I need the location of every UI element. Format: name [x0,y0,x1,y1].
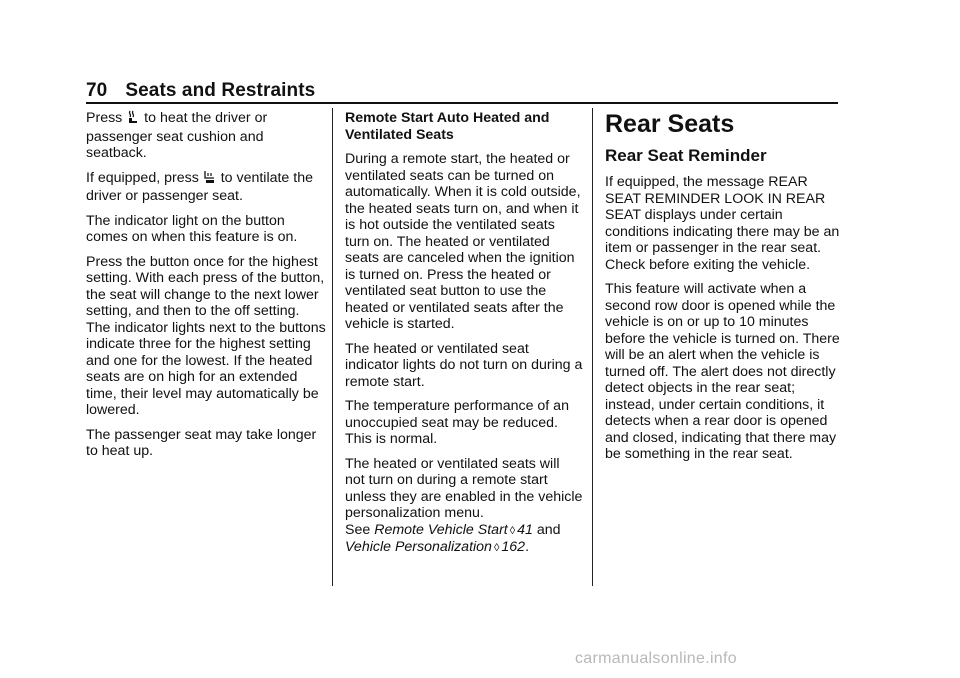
paragraph: This feature will activate when a second row door is opened while the vehicle is on or up to 10 minutes before the vehicle is turned on. There will be an alert when the vehicle is turned off. The alert does not directly detect objects in the rear seat; instead, under certain conditions, it detects when a rear door is opened and closed, indicating that there may be something in the rear seat. [605,281,840,462]
paragraph: The indicator light on the button comes on when this feature is on. [86,212,298,245]
text: If equipped, press [86,169,199,186]
page-number: 70 [86,80,108,101]
column-3 [605,110,843,471]
text: See [345,521,371,538]
paragraph: During a remote start, the heated or ventilated seats can be turned on automatically. When it is cold outside, the heated seats turn on, and when it is hot outside the ventilated seats turn on. The heated or ventilated seats are canceled when the ignition is turned on. Press the heated or ventilated seat button to use the heated or ventilated seats after the vehicle is started. [345,151,581,332]
paragraph: The passenger seat may take longer to heat up. [86,426,317,459]
column-1 [86,110,326,468]
paragraph [86,170,326,205]
text: to heat the driver or passenger seat cushion and seatback. [86,110,268,161]
header-rule [86,102,838,104]
paragraph: The temperature performance of an unoccupied seat may be reduced. This is normal. [345,398,569,447]
page-reference[interactable]: 162 [501,539,526,555]
text: . [525,539,530,555]
text: to ventilate the driver or passenger seat. [86,169,313,204]
section-heading: Rear Seats [605,110,735,138]
section-title: Seats and Restraints [125,80,316,101]
page-reference[interactable]: 41 [517,521,533,538]
heated-seat-icon [127,110,139,129]
page-header [86,80,315,102]
ventilated-seat-icon [204,170,216,189]
cross-reference-link[interactable]: Vehicle Personalization [345,539,492,555]
subsection-heading: Rear Seat Reminder [605,146,767,165]
paragraph [86,110,326,162]
paragraph: If equipped, the message REAR SEAT REMINDER LOOK IN REAR SEAT displays under certain conditions indicating there may be an item or passenger in the rear seat. Check before exiting the vehicle. [605,174,840,273]
watermark: carmanualsonline.info [575,650,737,667]
paragraph: The heated or ventilated seat indicator lights do not turn on during a remote start. [345,340,583,390]
column-2 [345,110,583,565]
column-divider-1 [332,108,333,586]
subheading: Remote Start Auto Heated and Ventilated Seats [345,110,550,143]
page-reference-icon: ◊ [509,524,516,537]
cross-reference-link[interactable]: Remote Vehicle Start [374,521,508,538]
page-reference-icon: ◊ [493,542,500,554]
text: Press [86,110,123,126]
text: and [536,521,561,538]
paragraph [345,456,583,557]
column-divider-2 [592,108,593,586]
text: The heated or ventilated seats will not turn on during a remote start unless they are enabled in the vehicle personalization menu. [345,455,583,521]
paragraph: Press the button once for the highest setting. With each press of the button, the seat will change to the next lower setting, and then to the off setting. The indicator lights next to the buttons indicate three for the highest setting and one for the lowest. If the heated seats are on high for an extended time, their level may automatically be lowered. [86,253,326,418]
